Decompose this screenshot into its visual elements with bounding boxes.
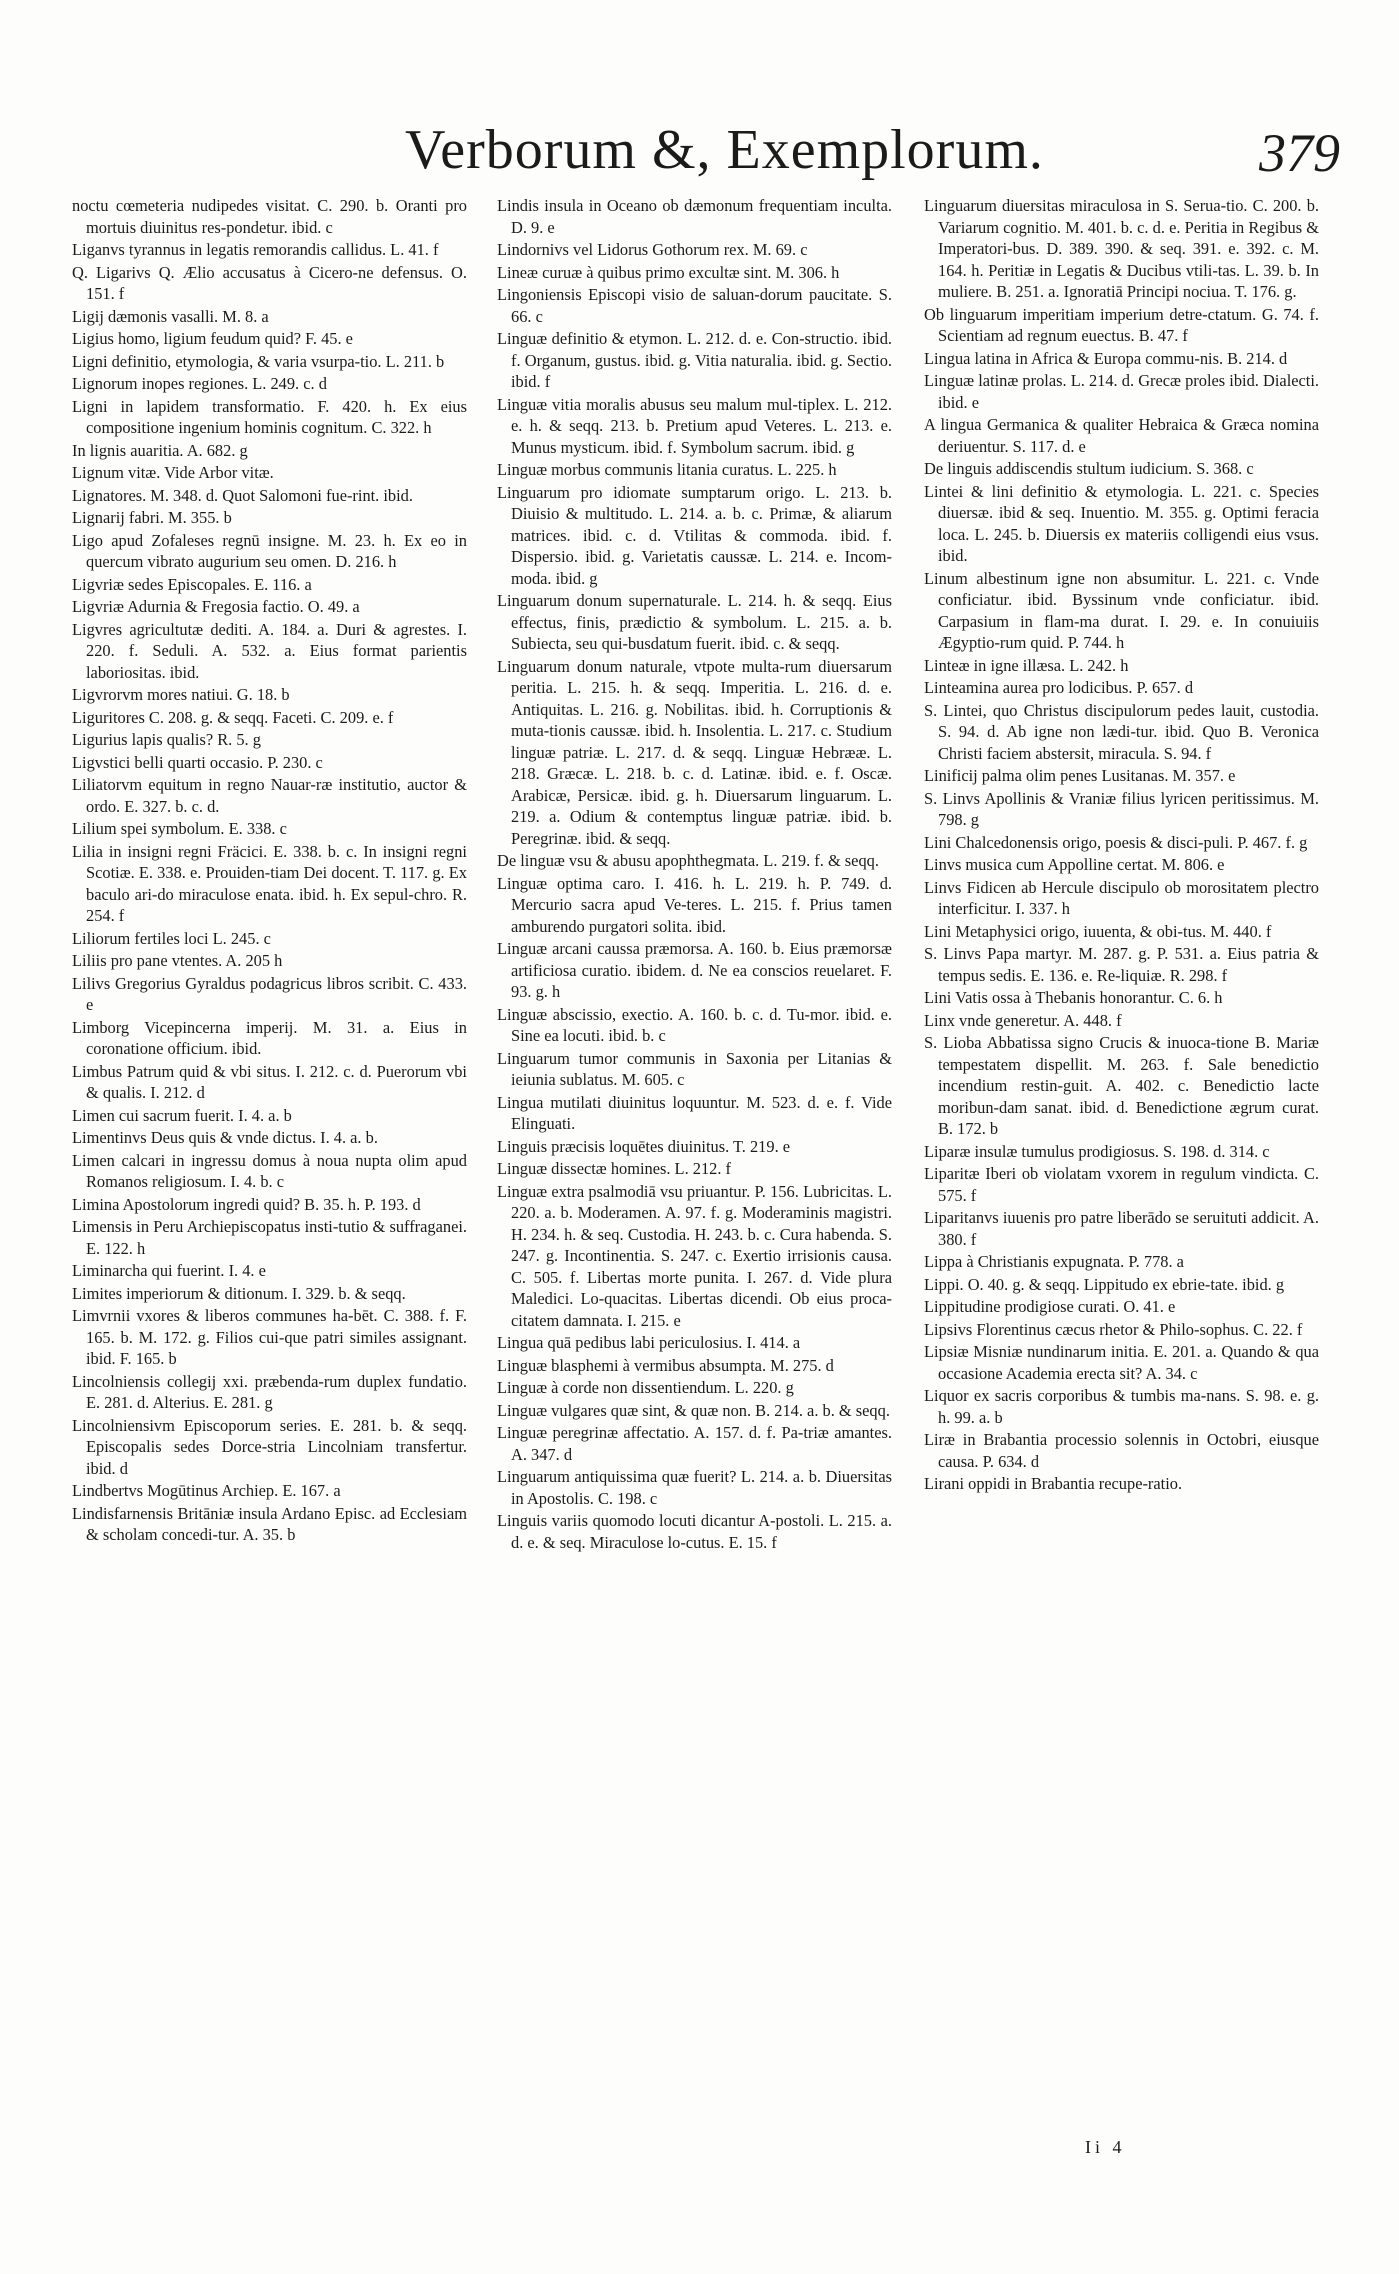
index-columns: [72, 195, 1330, 2145]
index-entry: Linguæ peregrinæ affectatio. A. 157. d. f. Pa-triæ amantes. A. 347. d: [497, 1423, 892, 1464]
index-entry: Linguæ à corde non dissentiendum. L. 220. g: [497, 1378, 794, 1397]
index-entry: Lindornivs vel Lidorus Gothorum rex. M. 69. c: [497, 240, 808, 259]
index-entry: Lini Vatis ossa à Thebanis honorantur. C. 6. h: [924, 988, 1223, 1007]
index-entry: Limborg Vicepincerna imperij. M. 31. a. Eius in coronatione officium. ibid.: [72, 1017, 467, 1058]
index-entry: Linguæ latinæ prolas. L. 214. d. Grecæ proles ibid. Dialecti. ibid. e: [924, 371, 1319, 412]
index-entry: Liganvs tyrannus in legatis remorandis callidus. L. 41. f: [72, 240, 439, 259]
index-entry: Lincolniensis collegij xxi. præbenda-rum duplex fundatio. E. 281. d. Alterius. E. 281. g: [72, 1371, 467, 1412]
index-entry: A lingua Germanica & qualiter Hebraica & Græca nomina deriuentur. S. 117. d. e: [924, 415, 1319, 456]
index-entry: Limen cui sacrum fuerit. I. 4. a. b: [72, 1105, 292, 1125]
index-entry: Liguritores C. 208. g. & seqq. Faceti. C. 209. e. f: [72, 707, 394, 727]
index-entry: Linguarum tumor communis in Saxonia per Litanias & ieiunia sublatus. M. 605. c: [497, 1048, 892, 1089]
index-entry: Liliorum fertiles loci L. 245. c: [72, 928, 271, 948]
index-entry: Linguarum pro idiomate sumptarum origo. L. 213. b. Diuisio & multitudo. L. 214. a. b. c. Primæ, & aliarum matrices. ibid. c. d. Vtilitas & commoda. ibid. f. Dispersio. ibid. g. Varietatis caussæ. L. 214. e. Incom-moda. ibid. g: [497, 482, 892, 588]
index-column-left: [72, 195, 467, 1547]
index-entry: Ligurius lapis qualis? R. 5. g: [72, 730, 261, 749]
index-entry: De linguæ vsu & abusu apophthegmata. L. 219. f. & seqq.: [497, 851, 879, 870]
index-entry: Limentinvs Deus quis & vnde dictus. I. 4. a. b.: [72, 1128, 378, 1147]
index-entry: Ligius homo, ligium feudum quid? F. 45. e: [72, 329, 353, 348]
index-entry: Liparitæ Iberi ob violatam vxorem in regulum vindicta. C. 575. f: [924, 1164, 1319, 1205]
index-entry: Limvrnii vxores & liberos communes ha-bēt. C. 388. f. F. 165. b. M. 172. g. Filios cui-que patri similes assignant. ibid. F. 165. b: [72, 1306, 467, 1368]
index-entry: Limensis in Peru Archiepiscopatus insti-tutio & suffraganei. E. 122. h: [72, 1217, 467, 1258]
index-entry: Limen calcari in ingressu domus à noua nupta olim apud Romanos religiosum. I. 4. b. c: [72, 1150, 467, 1191]
signature-mark: Ii 4: [1085, 2137, 1126, 2157]
index-entry: Lindbertvs Mogūtinus Archiep. E. 167. a: [72, 1481, 341, 1500]
index-entry: Liparæ insulæ tumulus prodigiosus. S. 198. d. 314. c: [924, 1141, 1270, 1161]
index-entry: Ligni in lapidem transformatio. F. 420. h. Ex eius compositione ingenium hominis cognitum. C. 322. h: [72, 396, 467, 437]
index-entry: Linguarum donum supernaturale. L. 214. h. & seqq. Eius effectus, finis, prædictio & symbolum. L. 215. a. b. Subiecta, seu qui-busdatum fuerit. ibid. c. & seqq.: [497, 591, 892, 653]
index-entry: Linificij palma olim penes Lusitanas. M. 357. e: [924, 766, 1236, 785]
index-entry: Linguæ vulgares quæ sint, & quæ non. B. 214. a. b. & seqq.: [497, 1400, 890, 1420]
index-entry: Lippi. O. 40. g. & seqq. Lippitudo ex ebrie-tate. ibid. g: [924, 1274, 1285, 1294]
index-entry: Linguæ vitia moralis abusus seu malum mul-tiplex. L. 212. e. h. & seqq. 213. b. Pretium apud Veteres. L. 213. e. Munus mysticum. ibid. f. Symbolum sacrum. ibid. g: [497, 394, 892, 457]
index-entry: S. Linvs Papa martyr. M. 287. g. P. 531. a. Eius patria & tempus sedis. E. 136. e. Re-liquiæ. R. 298. f: [924, 944, 1319, 985]
index-column-right: [924, 195, 1319, 1496]
index-entry: noctu cœmeteria nudipedes visitat. C. 290. b. Oranti pro mortuis diuinitus res-pondetur. ibid. c: [72, 196, 467, 237]
index-entry: Linguæ arcani caussa præmorsa. A. 160. b. Eius præmorsæ artificiosa curatio. ibidem. d. Ne ea conscios reuelaret. F. 93. g. h: [497, 939, 892, 1001]
page-number: 379: [1259, 123, 1340, 183]
index-entry: Lilia in insigni regni Fräcici. E. 338. b. c. In insigni regni Scotiæ. E. 338. e. Prouiden-tiam Dei docent. T. 117. g. Ex baculo ari-do miraculose enata. ibid. h. Ex sepul-chro. R. 254. f: [72, 841, 467, 925]
index-entry: Linum albestinum igne non absumitur. L. 221. c. Vnde conficiatur. ibid. Byssinum vnde conficiatur. ibid. Carpasium in flam-ma durat. I. 29. e. In conuiuiis Ægyptio-rum quid. P. 744. h: [924, 568, 1319, 652]
index-entry: S. Lintei, quo Christus discipulorum pedes lauit, custodia. S. 94. d. Ab igne non lædi-tur. ibid. Quo B. Veronica Christi faciem abstersit, miracula. S. 94. f: [924, 700, 1319, 763]
index-entry: Liræ in Brabantia processio solennis in Octobri, eiusque causa. P. 634. d: [924, 1430, 1319, 1471]
index-entry: S. Lioba Abbatissa signo Crucis & inuoca-tione B. Mariæ tempestatem dispellit. M. 263. f. Sale benedictio incendium restin-guit. A. 402. c. Benedictio lacte moribun-dam sanat. ibid. d. Benedictione ægrum curat. B. 172. b: [924, 1033, 1319, 1138]
index-entry: Q. Ligarivs Q. Ælio accusatus à Cicero-ne defensus. O. 151. f: [72, 262, 467, 303]
index-entry: Linguæ dissectæ homines. L. 212. f: [497, 1159, 732, 1178]
index-entry: Ligni definitio, etymologia, & varia vsurpa-tio. L. 211. b: [72, 351, 445, 371]
index-entry: Lirani oppidi in Brabantia recupe-ratio.: [924, 1474, 1183, 1493]
index-entry: Lindisfarnensis Britāniæ insula Ardano Episc. ad Ecclesiam & scholam concedi-tur. A. 35. b: [72, 1503, 467, 1544]
index-entry: Lindis insula in Oceano ob dæmonum frequentiam inculta. D. 9. e: [497, 196, 892, 237]
index-entry: Lintei & lini definitio & etymologia. L. 221. c. Species diuersæ. ibid & seq. Inuentio. M. 355. g. Optimi feracia loca. L. 245. b. Diuersis ex materiis colligendi eius vsus. ibid.: [924, 481, 1319, 565]
page-header: [80, 118, 1340, 188]
index-entry: Lipsivs Florentinus cæcus rhetor & Philo-sophus. C. 22. f: [924, 1319, 1303, 1339]
index-entry: Linguæ blasphemi à vermibus absumpta. M. 275. d: [497, 1355, 834, 1375]
index-entry: Lignum vitæ. Vide Arbor vitæ.: [72, 463, 274, 482]
index-entry: Lippitudine prodigiose curati. O. 41. e: [924, 1297, 1176, 1316]
index-entry: Lignarij fabri. M. 355. b: [72, 508, 232, 527]
index-entry: Ligij dæmonis vasalli. M. 8. a: [72, 306, 269, 326]
index-entry: Limites imperiorum & ditionum. I. 329. b. & seqq.: [72, 1283, 406, 1303]
index-entry: Liparitanvs iuuenis pro patre liberādo se seruituti addicit. A. 380. f: [924, 1208, 1319, 1249]
index-entry: Liliatorvm equitum in regno Nauar-ræ institutio, auctor & ordo. E. 327. b. c. d.: [72, 775, 467, 816]
index-entry: Linguarum diuersitas miraculosa in S. Serua-tio. C. 200. b. Variarum cognitio. M. 401. b. c. d. e. Peritia in Regibus & Imperatori-bus. D. 389. 390. & seq. 391. e. 392. c. M. 164. h. Peritiæ in Legatis & Ducibus vtili-tas. L. 39. b. In muliere. B. 251. a. Ignoratiā Principi nociua. T. 176. g.: [924, 196, 1319, 301]
index-entry: Linguæ definitio & etymon. L. 212. d. e. Con-structio. ibid. f. Organum, gustus. ibid. g. Vitia naturalia. ibid. g. Sectio. ibid. f: [497, 329, 892, 391]
index-entry: Lineæ curuæ à quibus primo excultæ sint. M. 306. h: [497, 262, 840, 282]
index-entry: Limina Apostolorum ingredi quid? B. 35. h. P. 193. d: [72, 1194, 421, 1214]
index-entry: Lingua latina in Africa & Europa commu-nis. B. 214. d: [924, 348, 1288, 368]
index-entry: Lini Metaphysici origo, iuuenta, & obi-tus. M. 440. f: [924, 921, 1272, 941]
index-entry: Ob linguarum imperitiam imperium detre-ctatum. G. 74. f. Scientiam ad regnum euectus. B. 47. f: [924, 304, 1319, 345]
index-entry: Lini Chalcedonensis origo, poesis & disci-puli. P. 467. f. g: [924, 832, 1308, 852]
index-entry: Linteæ in igne illæsa. L. 242. h: [924, 655, 1129, 675]
index-entry: Lippa à Christianis expugnata. P. 778. a: [924, 1252, 1184, 1271]
index-entry: Limbus Patrum quid & vbi situs. I. 212. c. d. Puerorum vbi & qualis. I. 212. d: [72, 1061, 467, 1102]
index-entry: Lincolniensivm Episcoporum series. E. 281. b. & seqq. Episcopalis sedes Dorce-stria Lincolniam transfertur. ibid. d: [72, 1415, 467, 1478]
index-entry: Ligvstici belli quarti occasio. P. 230. c: [72, 752, 323, 772]
index-entry: Linguis præcisis loquētes diuinitus. T. 219. e: [497, 1136, 791, 1156]
index-entry: Liliis pro pane vtentes. A. 205 h: [72, 951, 283, 970]
index-entry: Ligvrorvm mores natiui. G. 18. b: [72, 685, 290, 704]
index-entry: Lipsiæ Misniæ nundinarum initia. E. 201. a. Quando & qua occasione Academia erecta sit? A. 34. c: [924, 1342, 1319, 1383]
index-entry: Linguarum antiquissima quæ fuerit? L. 214. a. b. Diuersitas in Apostolis. C. 198. c: [497, 1467, 892, 1508]
index-entry: Lilium spei symbolum. E. 338. c: [72, 819, 287, 838]
index-entry: S. Linvs Apollinis & Vraniæ filius lyricen peritissimus. M. 798. g: [924, 788, 1319, 829]
index-entry: Ligo apud Zofaleses regnū insigne. M. 23. h. Ex eo in quercum vibrato augurium seu omen. D. 216. h: [72, 530, 467, 571]
index-entry: Ligvriæ sedes Episcopales. E. 116. a: [72, 574, 312, 594]
index-entry: Linvs Fidicen ab Hercule discipulo ob morositatem plectro interficitur. I. 337. h: [924, 877, 1319, 918]
index-entry: Linx vnde generetur. A. 448. f: [924, 1010, 1122, 1030]
index-entry: Linguæ extra psalmodiā vsu priuantur. P. 156. Lubricitas. L. 220. a. b. Moderamen. A. 97. f. g. Moderaminis magistri. H. 234. h. & seq. Custodia. H. 243. b. c. Cura habenda. S. 247. g. Incontinentia. S. 247. c. Exertio irrisionis causa. C. 505. f. Libertas morte punita. I. 267. d. Vide plura Maledici. Lo-quacitas. Libertas dicendi. Ob eius proca-citatem damnata. I. 215. e: [497, 1181, 892, 1330]
index-entry: De linguis addiscendis stultum iudicium. S. 368. c: [924, 459, 1254, 478]
index-entry: Linguarum donum naturale, vtpote multa-rum diuersarum peritia. L. 215. h. & seqq. Imperitia. L. 216. d. e. Antiquitas. L. 216. g. Nobilitas. ibid. h. Corruptionis & muta-tionis caussæ. ibid. h. Insolentia. L. 217. c. Studium linguæ patriæ. L. 217. d. & seqq. Linguæ Hebrææ. L. 218. Græcæ. L. 218. b. c. d. Latinæ. ibid. e. f. Oscæ. Arabicæ, Persicæ. ibid. g. h. Diuersarum linguarum. L. 219. a. Odium & contemptus linguæ patriæ. ibid. b. Peregrinæ. ibid. & seqq.: [497, 656, 892, 848]
index-entry: Lignatores. M. 348. d. Quot Salomoni fue-rint. ibid.: [72, 485, 413, 505]
index-entry: Linguis variis quomodo locuti dicantur A-postoli. L. 215. a. d. e. & seq. Miraculose lo-cutus. E. 15. f: [497, 1511, 892, 1552]
index-entry: Linguæ optima caro. I. 416. h. L. 219. h. P. 749. d. Mercurio sacra apud Ve-teres. L. 215. f. Prius tamen amburendo purgatori solita. ibid.: [497, 873, 892, 936]
index-entry: Lingua mutilati diuinitus loquuntur. M. 523. d. e. f. Vide Elinguati.: [497, 1092, 892, 1133]
index-entry: Lignorum inopes regiones. L. 249. c. d: [72, 374, 327, 393]
index-entry: Linguæ morbus communis litania curatus. L. 225. h: [497, 460, 837, 479]
index-entry: Liquor ex sacris corporibus & tumbis ma-nans. S. 98. e. g. h. 99. a. b: [924, 1386, 1319, 1427]
index-entry: Ligvriæ Adurnia & Fregosia factio. O. 49. a: [72, 597, 360, 616]
index-entry: Liminarcha qui fuerint. I. 4. e: [72, 1261, 266, 1280]
index-entry: Lingua quā pedibus labi periculosius. I. 414. a: [497, 1333, 801, 1352]
index-entry: Linvs musica cum Appolline certat. M. 806. e: [924, 855, 1225, 874]
index-entry: Lingoniensis Episcopi visio de saluan-dorum paucitate. S. 66. c: [497, 285, 892, 326]
index-entry: Linguæ abscissio, exectio. A. 160. b. c. d. Tu-mor. ibid. e. Sine ea locuti. ibid. b. c: [497, 1004, 892, 1045]
index-entry: Ligvres agricultutæ dediti. A. 184. a. Duri & agrestes. I. 220. f. Seduli. A. 532. a. Eius format parientis laboriositas. ibid.: [72, 619, 467, 682]
running-title: Verborum &, Exemplorum.: [405, 119, 1044, 181]
index-entry: Linteamina aurea pro lodicibus. P. 657. d: [924, 678, 1194, 697]
index-entry: In lignis auaritia. A. 682. g: [72, 440, 248, 460]
index-column-middle: [497, 195, 892, 1554]
index-entry: Lilivs Gregorius Gyraldus podagricus libros scribit. C. 433. e: [72, 973, 467, 1014]
